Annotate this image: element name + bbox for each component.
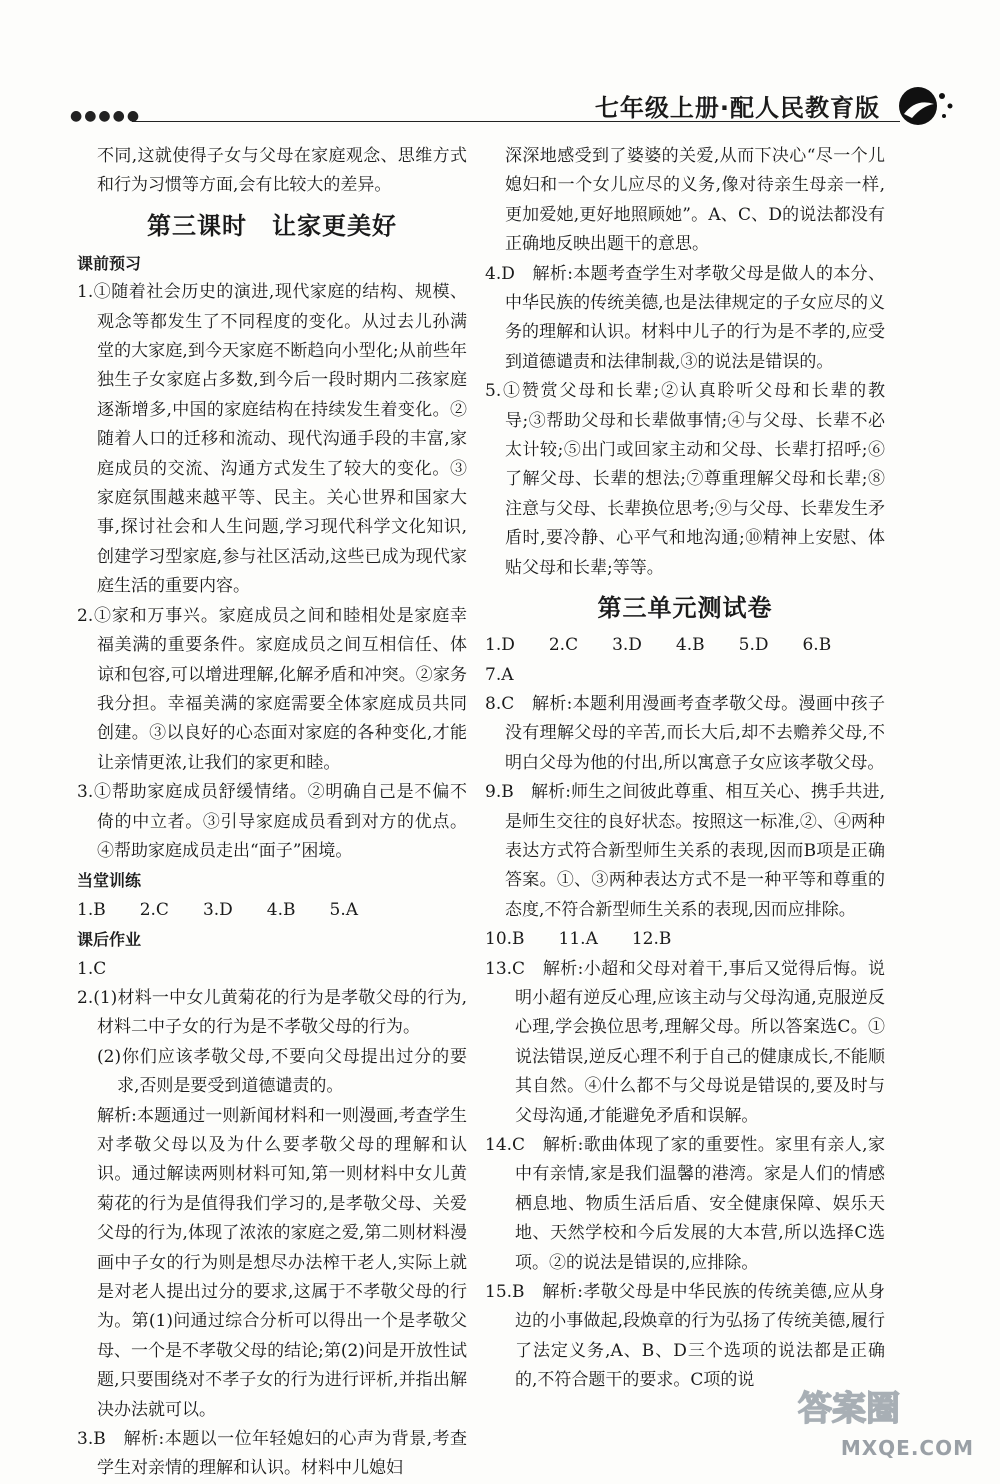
homework-answer-1: 1.C	[77, 958, 107, 979]
page-header	[70, 84, 960, 134]
test-answer-9: 9.B 解析:师生之间彼此尊重、相互关心、携手共进,是师生交往的良好状态。按照这一标准,②、④两种表达方式符合新型师生关系的表现,因而B项是正确答案。①、③两种表达方式不是一种平等和尊重的态度,不符合新型师生关系的表现,因而应排除。	[485, 782, 885, 920]
homework-answer-2-analysis: 解析:本题通过一则新闻材料和一则漫画,考查学生对孝敬父母以及为什么要孝敬父母的理解和认识。通过解读两则材料可知,第一则材料中女儿黄菊花的行为是值得我们学习的,是孝敬父母、关爱父母的行为,体现了浓浓的家庭之爱,第二则材料漫画中子女的行为则是想尽办法榨干老人,实际上就是对老人提出过分的要求,这属于不孝敬父母的行为。第(1)问通过综合分析可以得出一个是孝敬父母、一个是不孝敬父母的结论;第(2)问是开放性试题,只要围绕对不孝子女的行为进行评析,并指出解决办法就可以。	[97, 1105, 467, 1420]
homework-answer-4: 4.D 解析:本题考查学生对孝敬父母是做人的本分、中华民族的传统美德,也是法律规定的子女应尽的义务的理解和认识。材料中儿子的行为是不孝的,应受到道德谴责和法律制裁,③的说法是错误的。	[485, 263, 885, 372]
right-column	[485, 142, 885, 1396]
classwork-answers: 1.B 2.C 3.D 4.B 5.A	[77, 899, 358, 920]
test-answers-1-6: 1.D 2.C 3.D 4.B 5.D 6.B	[485, 635, 832, 656]
answer-3-continued: 深深地感受到了婆婆的关爱,从而下决心“尽一个儿媳妇和一个女儿应尽的义务,像对待亲生母亲一样,更加爱她,更好地照顾她”。A、C、D的说法都没有正确地反映出题干的意思。	[505, 146, 885, 255]
intro-paragraph: 不同,这就使得子女与父母在家庭观念、思维方式和行为习惯等方面,会有比较大的差异。	[97, 146, 467, 196]
homework-answer-5: 5.①赞赏父母和长辈;②认真聆听父母和长辈的教导;③帮助父母和长辈做事情;④与父母、长辈不必太计较;⑤出门或回家主动和父母、长辈打招呼;⑥了解父母、长辈的想法;⑦尊重理解父母和长辈;⑧注意与父母、长辈换位思考;⑨与父母、长辈发生矛盾时,要冷静、心平气和地沟通;⑩精神上安慰、体贴父母和长辈;等等。	[485, 381, 885, 578]
homework-answer-2a: 2.(1)材料一中女儿黄菊花的行为是孝敬父母的行为,材料二中子女的行为是不孝敬父母的行为。	[77, 987, 467, 1038]
watermark-logo-text: 答案圈	[798, 1389, 900, 1428]
book-series-logo-icon	[890, 84, 960, 128]
lesson-title: 第三课时 让家更美好	[147, 211, 397, 240]
homework-label: 课后作业	[77, 930, 142, 950]
site-watermark	[770, 1380, 980, 1460]
test-answers-10-12: 10.B 11.A 12.B	[485, 929, 672, 950]
watermark-site: MXQE.COM	[840, 1436, 974, 1460]
preview-label: 课前预习	[77, 253, 142, 273]
preview-answer-3: 3.①帮助家庭成员舒缓情绪。②明确自己是不偏不倚的中立者。③引导家庭成员看到对方的优点。④帮助家庭成员走出“面子”困境。	[77, 782, 467, 861]
classwork-label: 当堂训练	[77, 871, 142, 891]
test-answer-13: 13.C 解析:小超和父母对着干,事后又觉得后悔。说明小超有逆反心理,应该主动与父母沟通,克服逆反心理,学会换位思考,理解父母。所以答案选C。①说法错误,逆反心理不利于自己的健康成长,不能顺其自然。④什么都不与父母说是错误的,要及时与父母沟通,才能避免矛盾和误解。	[485, 958, 885, 1126]
header-dots: ●●●●●	[70, 108, 142, 124]
homework-answer-3: 3.B 解析:本题以一位年轻媳妇的心声为背景,考查学生对亲情的理解和认识。材料中儿媳妇	[77, 1429, 467, 1479]
test-answer-8: 8.C 解析:本题利用漫画考查孝敬父母。漫画中孩子没有理解父母的辛苦,而长大后,却不去赡养父母,不明白父母为他的付出,所以寓意子女应该孝敬父母。	[485, 693, 885, 773]
preview-answer-1: 1.①随着社会历史的演进,现代家庭的结构、规模、观念等都发生了不同程度的变化。从过去儿孙满堂的大家庭,到今天家庭不断趋向小型化;从前些年独生子女家庭占多数,到今后一段时期内二孩家庭逐渐增多,中国的家庭结构在持续发生着变化。②随着人口的迁移和流动、现代沟通手段的丰富,家庭成员的交流、沟通方式发生了较大的变化。③家庭氛围越来越平等、民主。关心世界和国家大事,探讨社会和人生问题,学习现代科学文化知识,创建学习型家庭,参与社区活动,这些已成为现代家庭生活的重要内容。	[77, 282, 467, 597]
watermark-logo	[790, 1384, 970, 1428]
left-column	[77, 142, 467, 1484]
test-answer-15: 15.B 解析:孝敬父母是中华民族的传统美德,应从身边的小事做起,段焕章的行为弘扬了传统美德,履行了法定义务,A、B、D三个选项的说法都是正确的,不符合题干的要求。C项的说	[485, 1282, 885, 1391]
homework-answer-2b: (2)你们应该孝敬父母,不要向父母提出过分的要求,否则是要受到道德谴责的。	[97, 1046, 467, 1097]
test-answer-14: 14.C 解析:歌曲体现了家的重要性。家里有亲人,家中有亲情,家是我们温馨的港湾。家是人们的情感栖息地、物质生活后盾、安全健康保障、娱乐天地、天然学校和今后发展的大本营,所以选择C选项。②的说法是错误的,应排除。	[485, 1135, 885, 1273]
header-title: 七年级上册·配人民教育版	[594, 94, 880, 122]
test-answer-7: 7.A	[485, 664, 514, 685]
unit-test-title: 第三单元测试卷	[597, 594, 773, 623]
preview-answer-2: 2.①家和万事兴。家庭成员之间和睦相处是家庭幸福美满的重要条件。家庭成员之间互相信任、体谅和包容,可以增进理解,化解矛盾和冲突。②家务我分担。幸福美满的家庭需要全体家庭成员共同创建。③以良好的心态面对家庭的各种变化,才能让亲情更浓,让我们的家更和睦。	[77, 605, 467, 773]
